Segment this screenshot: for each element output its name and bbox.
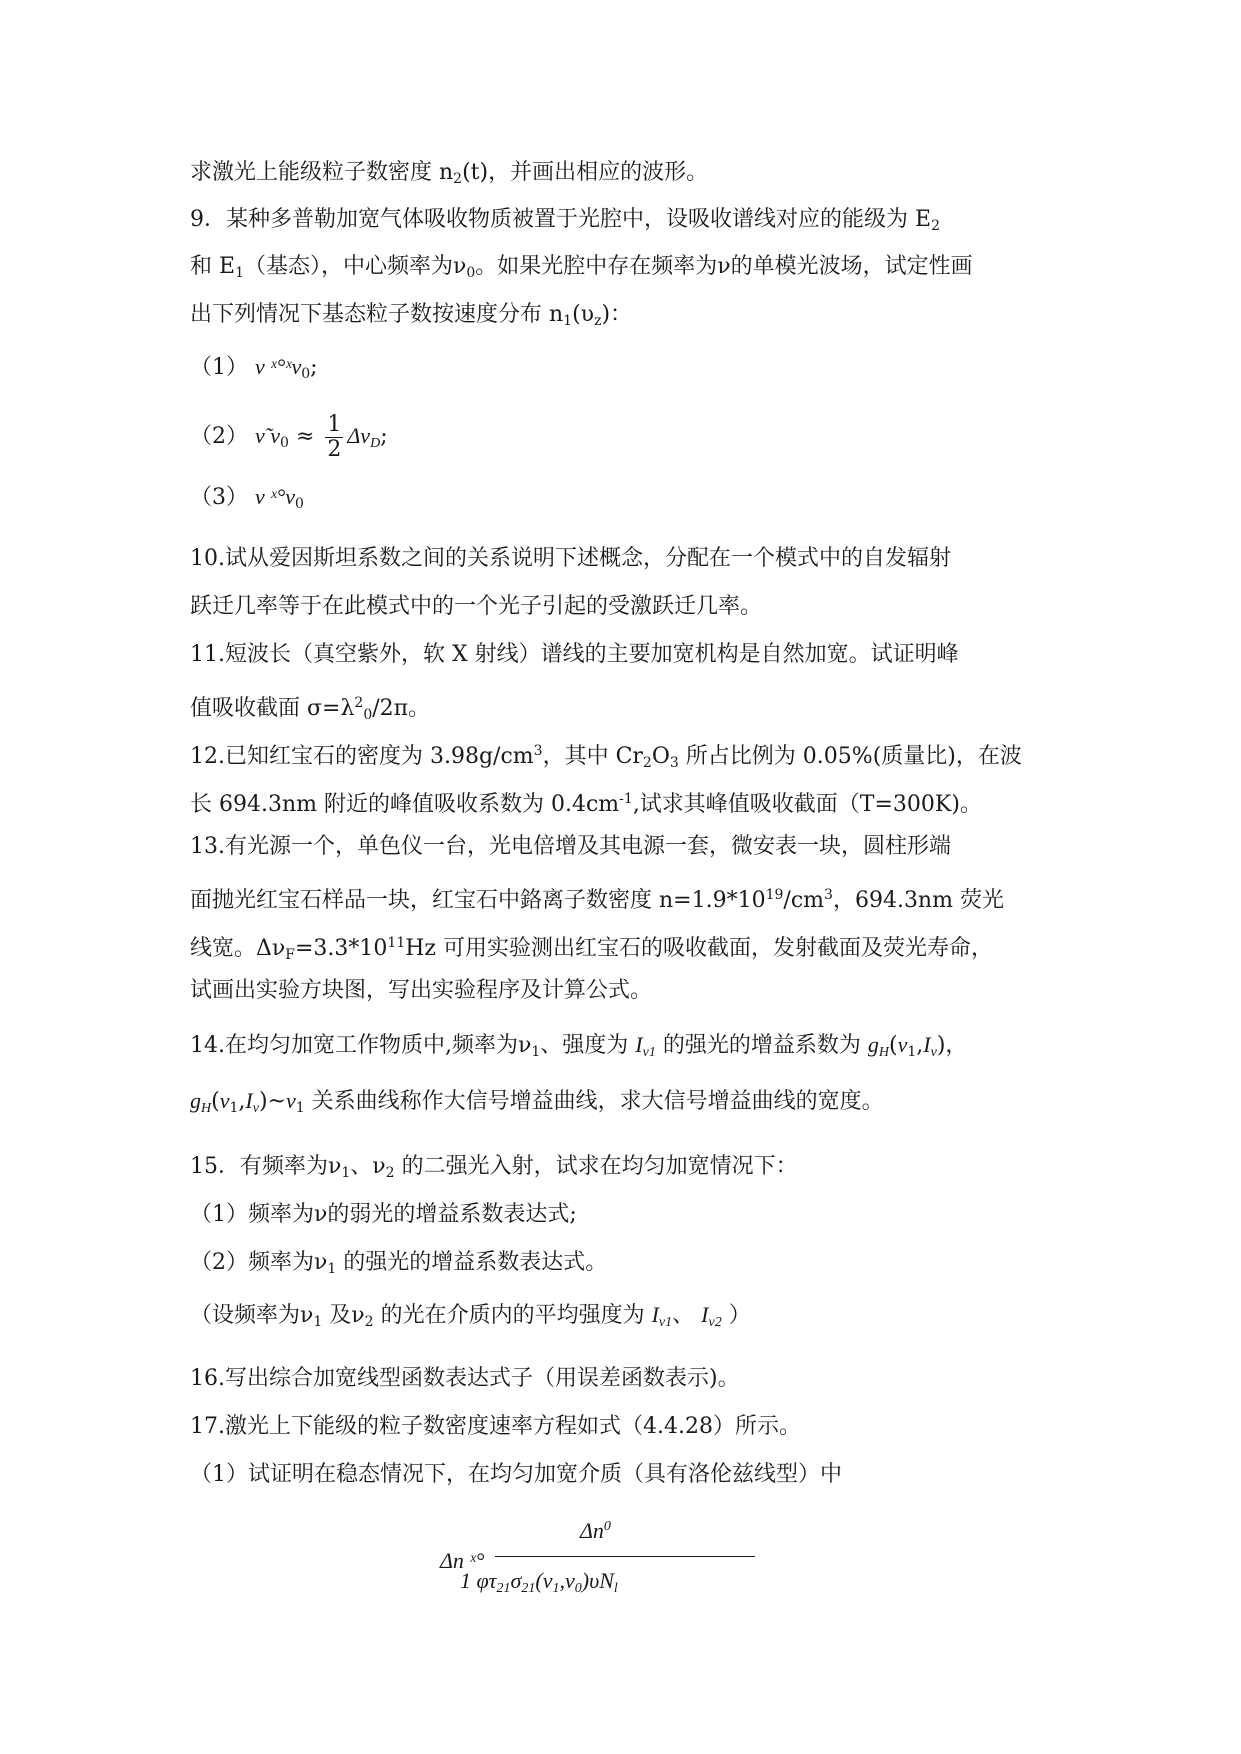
text: 和 E <box>190 254 236 279</box>
subscript: 2 <box>453 171 463 187</box>
subscript: 0 <box>280 435 289 451</box>
subscript: 0 <box>466 265 476 281</box>
math-expression: ν̃ ν <box>255 423 281 448</box>
text: （设频率为ν <box>190 1303 314 1328</box>
q17-line-1 <box>190 1412 1051 1442</box>
text: ） <box>728 1303 751 1328</box>
subscript: 2 <box>364 1314 374 1330</box>
text: 面抛光红宝石样品一块，红宝石中鉻离子数密度 n=1.9*10 <box>190 888 766 913</box>
text: ， <box>945 1033 968 1058</box>
math-symbol: I <box>635 1032 643 1057</box>
q9-line-3 <box>190 300 1051 336</box>
math-symbol: ( <box>211 1089 220 1114</box>
approx-symbol: ≈ <box>295 424 315 449</box>
subscript: 1 <box>313 1314 323 1330</box>
text: 线宽。Δν <box>190 936 286 961</box>
text: 的强光的增益系数表达式。 <box>336 1250 608 1275</box>
numerator: 1 <box>327 411 342 437</box>
subscript: 3 <box>669 755 679 771</box>
math-symbol: ~ <box>267 1089 286 1114</box>
fraction-bar <box>495 1556 755 1557</box>
text: 16.写出综合加宽线型函数表达式子（用误差函数表示)。 <box>190 1366 740 1391</box>
text: 的强光的增益系数为 <box>662 1033 861 1058</box>
text: 17.激光上下能级的粒子数密度速率方程如式（4.4.28）所示。 <box>190 1414 801 1439</box>
text: O <box>651 744 670 769</box>
q9-line-2 <box>190 252 1051 288</box>
subscript: 1 <box>327 1261 337 1277</box>
subscript: 1 <box>341 1165 351 1181</box>
subscript: 1 <box>648 1045 656 1060</box>
subscript: H <box>201 1101 212 1116</box>
text: 长 694.3nm 附近的峰值吸收系数为 0.4cm <box>190 792 620 817</box>
subscript: 1 <box>665 1315 673 1330</box>
text: 求激光上能级粒子数密度 n <box>190 160 454 185</box>
case-label: （1） <box>190 355 248 380</box>
superscript: 19 <box>765 887 784 903</box>
math-expression: ν ˣ°ν <box>255 484 296 509</box>
text: =3.3*10 <box>294 936 388 961</box>
math-symbol: ν <box>219 1088 230 1113</box>
text: 、ν <box>350 1154 386 1179</box>
text: ,试求其峰值吸收截面（T=300K)。 <box>632 792 982 817</box>
text: 15．有频率为ν <box>190 1154 342 1179</box>
text: (υ <box>572 302 595 327</box>
text: 10.试从爱因斯坦系数之间的关系说明下述概念，分配在一个模式中的自发辐射 <box>190 546 951 571</box>
q11-line-2 <box>190 688 1051 730</box>
superscript: -1 <box>619 791 633 807</box>
math-symbol: ν <box>285 1088 296 1113</box>
subscript: H <box>878 1045 889 1060</box>
q17-line-2 <box>190 1460 1051 1490</box>
text: 。如果光腔中存在频率为ν的单模光波场，试定性画 <box>475 254 973 279</box>
math-symbol: g <box>190 1088 201 1113</box>
q12-line-1 <box>190 736 1051 778</box>
math-symbol: I <box>701 1302 709 1327</box>
text: /cm <box>783 888 825 913</box>
math-expression: ,ν <box>559 1568 575 1593</box>
math-expression: 1 φτ <box>460 1568 497 1593</box>
text: 的光在介质内的平均强度为 <box>373 1303 645 1328</box>
fraction <box>325 413 343 462</box>
q14-line-2 <box>190 1086 1051 1124</box>
subscript: 0 <box>295 496 304 512</box>
text: （1）试证明在稳态情况下，在均匀加宽介质（具有洛伦兹线型）中 <box>190 1462 842 1487</box>
q13-line-1 <box>190 832 1051 862</box>
equation-numerator <box>580 1518 611 1544</box>
text: （2）频率为ν <box>190 1250 328 1275</box>
text: 试画出实验方块图，写出实验程序及计算公式。 <box>190 978 653 1003</box>
subscript: F <box>285 947 295 963</box>
text: ，694.3nm 荧光 <box>832 888 1004 913</box>
superscript: 0 <box>603 1519 611 1534</box>
text: 及ν <box>322 1303 365 1328</box>
superscript: 2 <box>354 695 364 711</box>
q15-line-1 <box>190 1152 1051 1188</box>
subscript: 0 <box>574 1581 582 1596</box>
math-symbol: ) <box>936 1033 946 1058</box>
math-symbol: I <box>245 1088 253 1113</box>
text: 关系曲线称作大信号增益曲线，求大信号增益曲线的宽度。 <box>311 1089 884 1114</box>
subscript: 2 <box>714 1315 722 1330</box>
subscript: 1 <box>295 1100 305 1116</box>
text: ; <box>380 424 388 449</box>
text: 14.在均匀加宽工作物质中,频率为ν <box>190 1033 532 1058</box>
math-symbol: I <box>923 1032 931 1057</box>
text: 所占比例为 0.05%(质量比)，在波 <box>678 744 1022 769</box>
subscript: 1 <box>235 265 244 281</box>
text: （1）频率为ν的弱光的增益系数表达式; <box>190 1202 577 1227</box>
q10-line-1 <box>190 544 1051 574</box>
q10-line-2 <box>190 592 1051 622</box>
math-symbol: ν <box>658 1315 666 1330</box>
equation-lhs: Δn ˣ° <box>440 1548 485 1573</box>
text: ; <box>310 355 318 380</box>
superscript: 3 <box>824 887 833 903</box>
text: 11.短波长（真空紫外，软 X 射线）谱线的主要加宽机构是自然加宽。试证明峰 <box>190 642 959 667</box>
p1-line <box>190 158 1051 194</box>
subscript: 1 <box>552 1581 560 1596</box>
math-symbol: , <box>916 1033 924 1058</box>
subscript: ν <box>252 1101 259 1116</box>
q13-line-4 <box>190 976 1051 1006</box>
math-expression: Δn <box>580 1518 604 1543</box>
subscript: 1 <box>563 313 573 329</box>
subscript: 0 <box>301 366 311 382</box>
text: （基态），中心频率为ν <box>243 254 467 279</box>
superscript: 11 <box>387 935 406 951</box>
subscript: 1 <box>531 1044 541 1060</box>
q15-line-3 <box>190 1248 1051 1284</box>
denominator: 2 <box>327 436 342 462</box>
text: (t)，并画出相应的波形。 <box>462 160 709 185</box>
math-expression: ν ˣ°ˣν <box>255 354 302 379</box>
text: 的二强光入射，试求在均匀加宽情况下： <box>394 1154 798 1179</box>
q9-line-1 <box>190 205 1051 241</box>
math-expression: (ν <box>535 1568 553 1593</box>
math-symbol: , <box>238 1089 246 1114</box>
text: 、强度为 <box>540 1033 629 1058</box>
q16-line-1 <box>190 1364 1051 1394</box>
text: 值吸收截面 σ=λ <box>190 696 355 721</box>
text: /2π。 <box>372 696 431 721</box>
math-symbol: ν <box>897 1032 908 1057</box>
math-symbol: ) <box>258 1089 268 1114</box>
case-label: （2） <box>190 424 248 449</box>
subscript: D <box>370 436 381 451</box>
text: 、 <box>672 1303 695 1328</box>
q9-case-3 <box>190 482 1051 519</box>
q13-line-2 <box>190 880 1051 916</box>
math-symbol: ( <box>888 1033 898 1058</box>
math-symbol: ν <box>642 1045 649 1060</box>
subscript <box>659 1315 672 1330</box>
text: 13.有光源一个，单色仪一台，光电倍增及其电源一套，微安表一块，圆柱形端 <box>190 834 951 859</box>
text: Hz 可用实验测出红宝石的吸收截面，发射截面及荧光寿命， <box>405 936 994 961</box>
text: ，其中 Cr <box>542 744 643 769</box>
math-symbol: g <box>867 1032 879 1057</box>
subscript: 21 <box>521 1581 536 1596</box>
superscript: 3 <box>533 743 543 759</box>
subscript: 2 <box>931 218 940 234</box>
q15-line-2 <box>190 1200 1051 1230</box>
text: 12.已知红宝石的密度为 3.98g/cm <box>190 744 534 769</box>
math-expression: σ <box>510 1568 522 1593</box>
math-expression: )υN <box>581 1568 614 1593</box>
case-label: （3） <box>190 485 248 510</box>
subscript: 21 <box>496 1581 511 1596</box>
q11-line-1 <box>190 640 1051 670</box>
subscript: ν <box>930 1045 937 1060</box>
subscript: 1 <box>229 1100 239 1116</box>
text: 9．某种多普勒加宽气体吸收物质被置于光腔中，设吸收谱线对应的能级为 E <box>190 207 932 232</box>
q12-line-2 <box>190 784 1051 820</box>
math-expression: Δν <box>347 423 371 448</box>
equation-denominator <box>460 1568 618 1597</box>
subscript: z <box>594 313 602 329</box>
q9-case-1 <box>190 352 1051 389</box>
subscript: l <box>613 1581 618 1596</box>
text: )： <box>601 302 633 327</box>
subscript: 2 <box>642 755 652 771</box>
q14-line-1 <box>190 1030 1051 1068</box>
text: 出下列情况下基态粒子数按速度分布 n <box>190 302 564 327</box>
q13-line-3 <box>190 928 1051 970</box>
q15-line-4 <box>190 1300 1051 1338</box>
subscript: 1 <box>907 1044 917 1060</box>
subscript: 0 <box>363 707 373 723</box>
q9-case-2 <box>190 412 1051 472</box>
subscript <box>708 1315 721 1330</box>
subscript <box>643 1045 656 1060</box>
equation <box>440 1518 760 1608</box>
subscript: 2 <box>385 1165 395 1181</box>
math-symbol: ν <box>708 1315 715 1330</box>
text: 跃迁几率等于在此模式中的一个光子引起的受激跃迁几率。 <box>190 594 763 619</box>
math-symbol: I <box>651 1302 659 1327</box>
